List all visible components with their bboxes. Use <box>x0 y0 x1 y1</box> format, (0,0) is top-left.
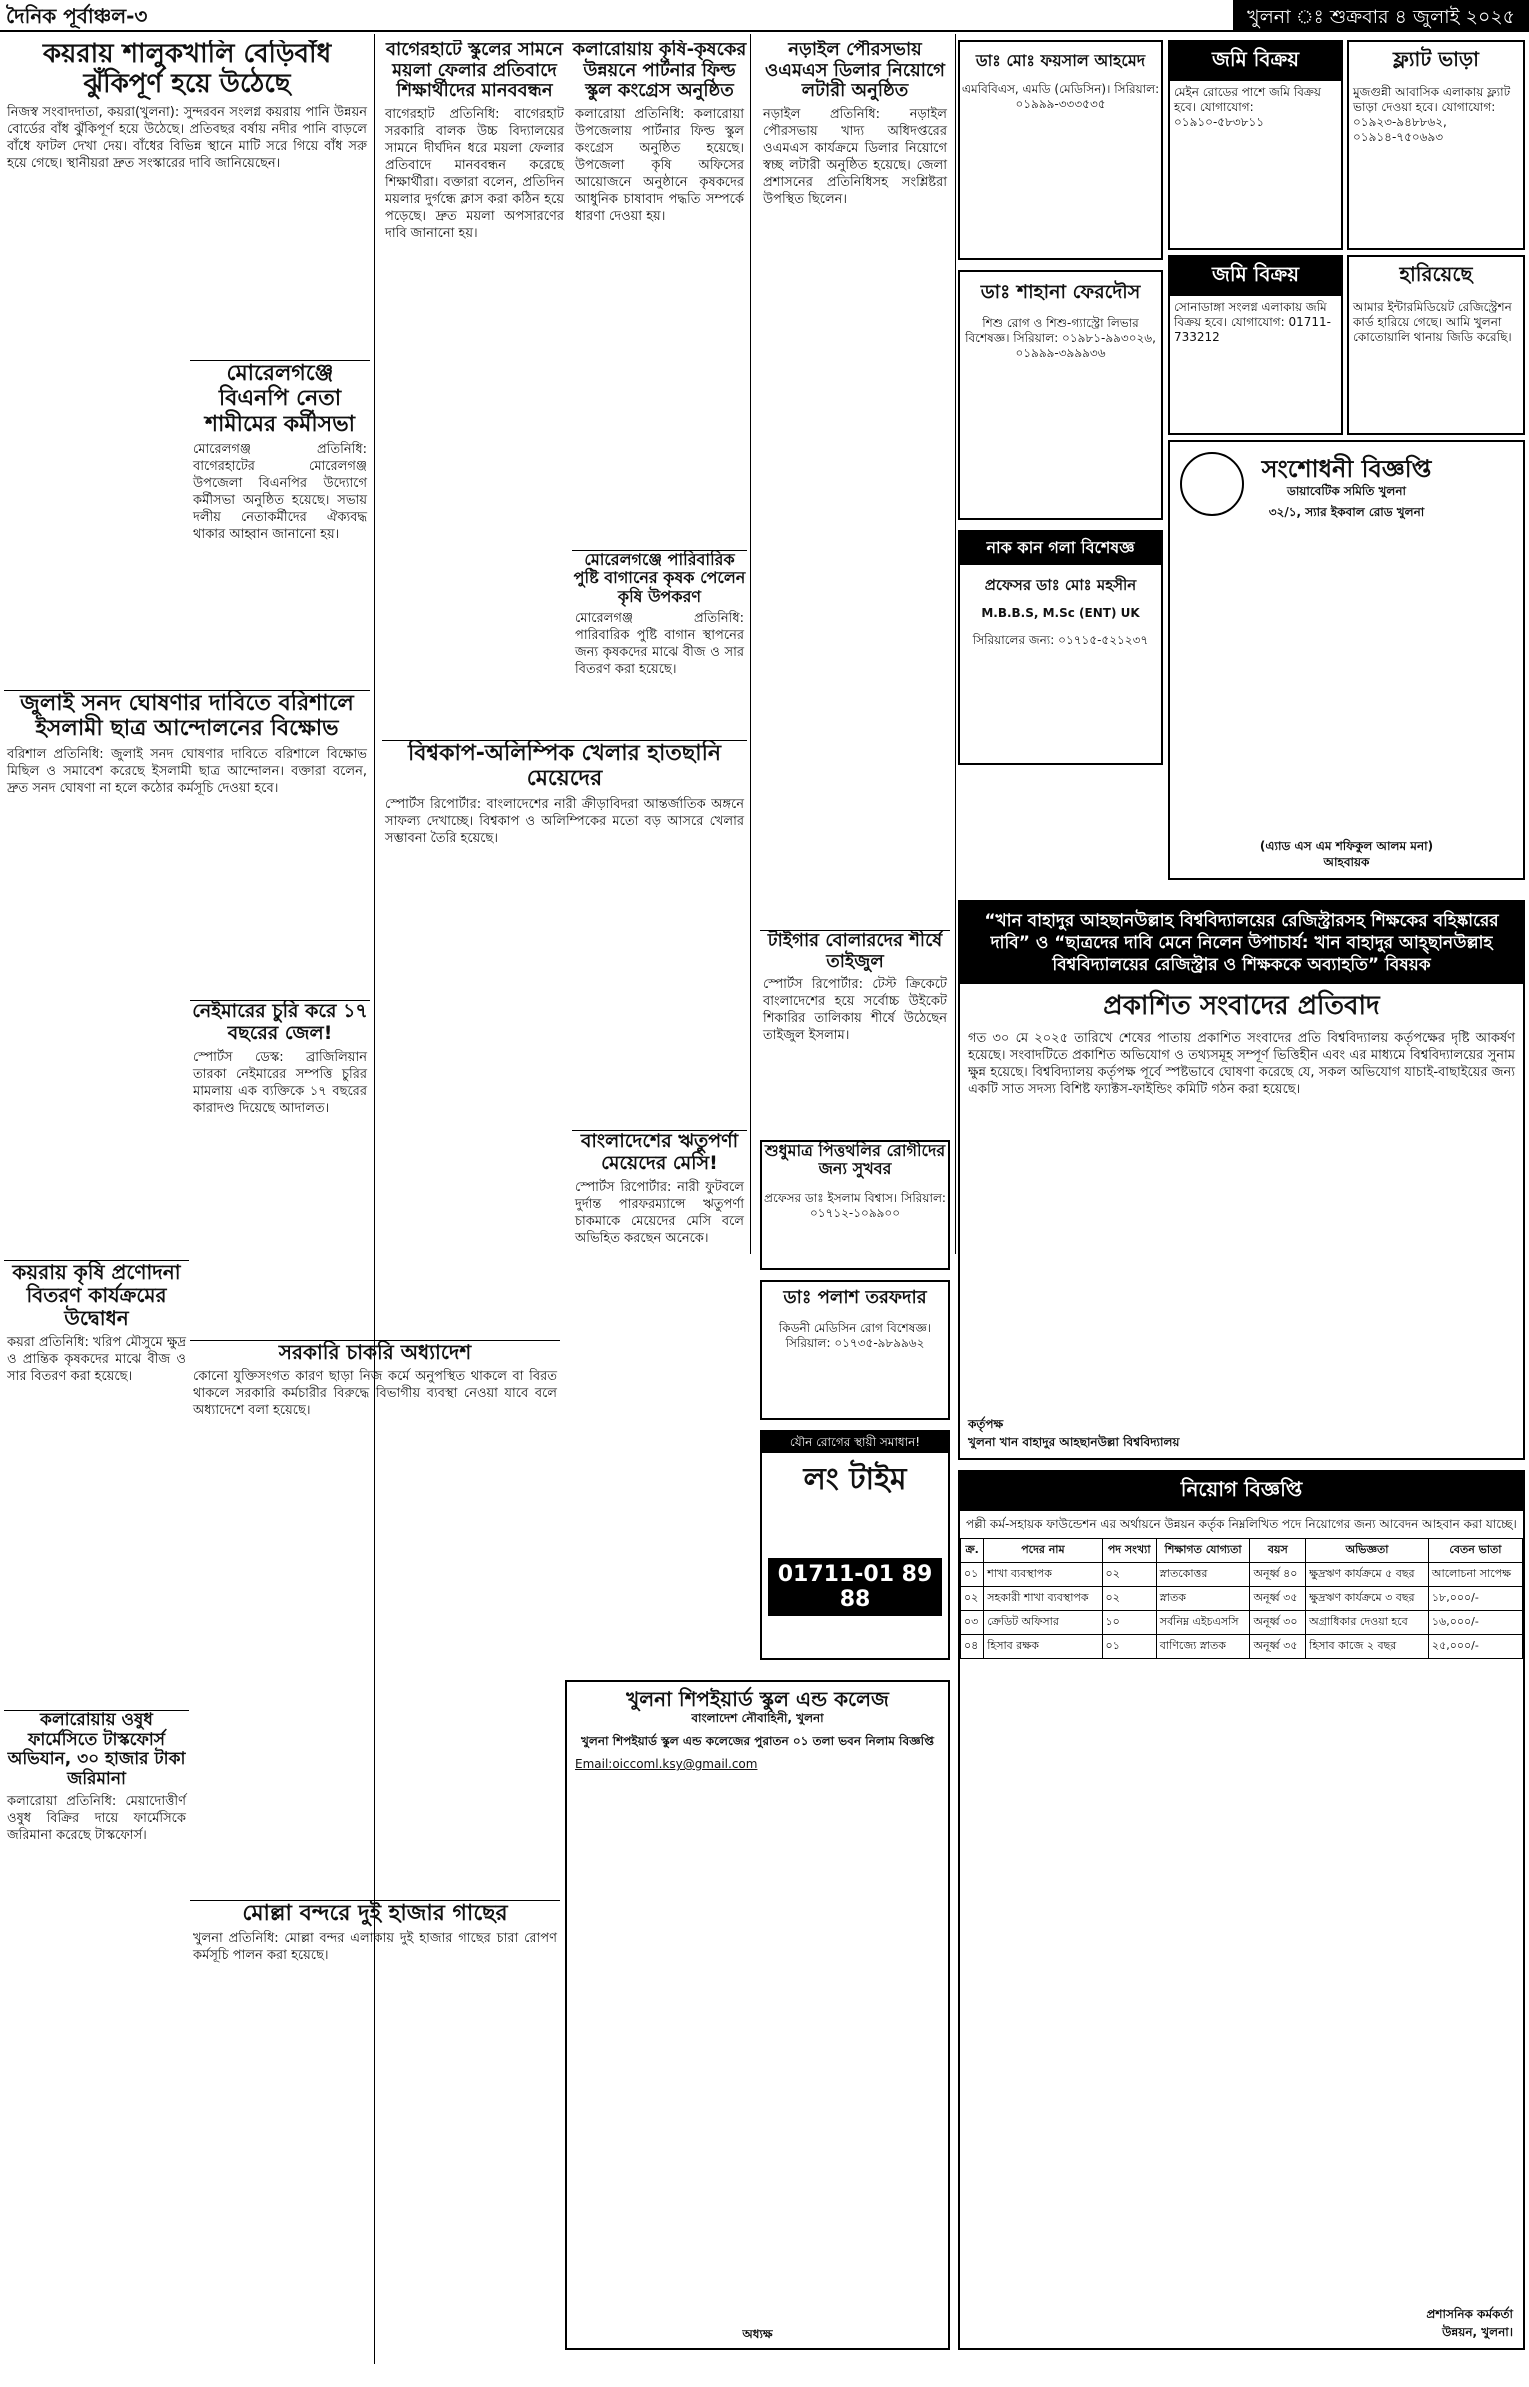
article-body: স্পোর্টস রিপোর্টার: টেস্ট ক্রিকেটে বাংলাদেশের হয়ে সর্বোচ্চ উইকেট শিকারির তালিকায় শীর্ষে উঠেছেন তাইজুল ইসলাম। <box>763 977 947 1044</box>
table-cell: বাণিজ্যে স্নাতক <box>1156 1635 1250 1659</box>
table-cell: ক্ষুদ্রঋণ কার্যক্রমে ৫ বছর <box>1306 1563 1429 1587</box>
article-headline: সরকারি চাকরি অধ্যাদেশ <box>278 1340 472 1364</box>
niyog-col-header: বয়স <box>1250 1539 1306 1563</box>
article-headline: নড়াইল পৌরসভায় ওএমএস ডিলার নিয়োগে লটারী অনুষ্ঠিত <box>765 40 945 102</box>
article-body: স্পোর্টস রিপোর্টার: বাংলাদেশের নারী ক্রীড়াবিদরা আন্তর্জাতিক অঙ্গনে সাফল্য দেখাচ্ছে। বিশ্বকাপ ও অলিম্পিকের মতো বড় আসরে খেলার সম্ভাবনা তৈরি হয়েছে। <box>385 796 744 846</box>
table-cell: ০২ <box>1102 1563 1156 1587</box>
article-headline: কয়রায় কৃষি প্রণোদনা বিতরণ কার্যক্রমের উদ্বোধন <box>12 1260 181 1330</box>
article-sorkari-chakri <box>190 1340 560 1890</box>
article-headline: জুলাই সনদ ঘোষণার দাবিতে বরিশালে ইসলামী ছাত্র আন্দোলনের বিক্ষোভ <box>20 691 354 742</box>
table-cell: ০২ <box>1102 1587 1156 1611</box>
ad-jomi-bikroy-1: জমি বিক্রয় মেইন রোডের পাশে জমি বিক্রয় হবে। যোগাযোগ: ০১৯১০-৫৮৩৮১১ <box>1168 40 1343 250</box>
article-body: স্পোর্টস রিপোর্টার: নারী ফুটবলে দুর্দান্ত পারফরম্যান্সে ঋতুপর্ণা চাকমাকে মেয়েদের মেসি বলে অভিহিত করছেন অনেকে। <box>575 1179 744 1246</box>
table-cell: ০৩ <box>961 1611 984 1635</box>
article-body: কয়রা প্রতিনিধি: খরিপ মৌসুমে ক্ষুদ্র ও প্রান্তিক কৃষকদের মাঝে বীজ ও সার বিতরণ করা হয়েছে। <box>7 1335 186 1384</box>
article-headline: মোল্লা বন্দরে দুই হাজার গাছের <box>242 1901 508 1926</box>
article-worldcup <box>382 740 747 1100</box>
table-cell: অনূর্ধ্ব ৪০ <box>1250 1563 1306 1587</box>
article-body: নড়াইল প্রতিনিধি: নড়াইল পৌরসভায় খাদ্য অধিদপ্তরের ওএমএস কার্যক্রমে ডিলার নিয়োগে স্বচ্ছ লটারী অনুষ্ঠিত হয়েছে। জেলা প্রশাসনের প্রতিনিধিসহ সংশ্লিষ্টরা উপস্থিত ছিলেন। <box>763 107 947 208</box>
logo-icon <box>1180 452 1244 516</box>
ad-protibad: “খান বাহাদুর আহছানউল্লাহ বিশ্ববিদ্যালয়ের রেজিস্ট্রারসহ শিক্ষকের বহিষ্কারের দাবি” ও “ছাত্রদের দাবি মেনে নিলেন উপাচার্য: খান বাহাদুর আহ্ছানউল্লাহ বিশ্ববিদ্যালয়ের রেজিস্ট্রার ও শিক্ষককে অব্যাহতি” বিষয়ক প্রকাশিত সংবাদের প্রতিবাদ গত ৩০ মে ২০২৫ তারিখে শেষের পাতায় প্রকাশিত সংবাদের প্রতি বিশ্ববিদ্যালয় কর্তৃপক্ষের দৃষ্টি আকর্ষণ হয়েছে। সংবাদটিতে প্রকাশিত অভিযোগ ও তথ্যসমূহ সম্পূর্ণ ভিত্তিহীন এবং এর মাধ্যমে বিশ্ববিদ্যালয়ের সুনাম ক্ষুন্ন হয়েছে। বিশ্ববিদ্যালয় কর্তৃপক্ষ পূর্বে স্পষ্টভাবে ঘোষণা করেছে যে, সকল অভিযোগ যাচাই-বাছাইয়ের জন্য একটি সাত সদস্য বিশিষ্ট ফ্যাক্টস-ফাইন্ডিং কমিটি গঠন করা হয়েছে। কর্তৃপক্ষ খুলনা খান বাহাদুর আহছানউল্লা বিশ্ববিদ্যালয় <box>958 900 1525 1460</box>
table-row <box>961 1635 1523 1659</box>
niyog-col-header: অভিজ্ঞতা <box>1306 1539 1429 1563</box>
ad-jomi-bikroy-2: জমি বিক্রয় সোনাডাঙ্গা সংলগ্ন এলাকায় জমি বিক্রয় হবে। যোগাযোগ: 01711-733212 <box>1168 255 1343 435</box>
article-rituparna <box>572 1130 747 1460</box>
ad-niyog: নিয়োগ বিজ্ঞপ্তি পল্লী কর্ম-সহায়ক ফাউন্ডেশন এর অর্থায়নে উন্নয়ন কর্তৃক নিম্নলিখিত পদে নিয়োগের জন্য আবেদন আহবান করা যাচ্ছে। ক্র. পদের নাম পদ সংখ্যা শিক্ষাগত যোগ্যতা বয়স অভিজ্ঞতা বেতন ভাতা ০১ শাখা ব্যবস্থাপক ০২ স্নাতকোত্তর অনূর্ধ্ব ৪০ ক্ষুদ্রঋণ কার্যক্রমে ৫ বছর আলোচনা সাপেক্ষ ০২ সহকারী শাখা ব্যবস্থাপক ০২ স্নাতক অনূর্ধ্ব ৩৫ ক্ষুদ্রঋণ কার্যক্রমে ৩ বছর ১৮,০০০/- ০৩ ক্রেডিট অফিসার ১০ সর্বনিম্ন এইচএসসি অনূর্ধ্ব ৩০ অগ্রাধিকার দেওয়া হবে ১৬,০০০/- ০৪ হিসাব রক্ষক ০১ বাণিজ্যে স্নাতক অনূর্ধ্ব ৩৫ হিসাব কাজে ২ বছর ২৫,০০০/- প্রশাসনিক কর্মকর্তা উন্নয়ন, খুলনা। <box>958 1470 1525 2350</box>
article-koyra-krishi <box>4 1260 189 1700</box>
table-cell: সহকারী শাখা ব্যবস্থাপক <box>984 1587 1102 1611</box>
lead-body: নিজস্ব সংবাদদাতা, কয়রা(খুলনা): সুন্দরবন সংলগ্ন কয়রায় পানি উন্নয়ন বোর্ডের বাঁধ ঝুঁকিপূর্ণ হয়ে উঠেছে। প্রতিবছর বর্ষায় নদীর পানি বাড়লে বাঁধে ফাটল দেখা দেয়। বাঁধের বিভিন্ন স্থানে মাটি সরে গিয়ে বাঁধ সরু হয়ে গেছে। স্থানীয়রা দ্রুত সংস্কারের দাবি জানিয়েছেন। <box>7 104 367 171</box>
page-header <box>0 0 1529 32</box>
table-cell: সর্বনিম্ন এইচএসসি <box>1156 1611 1250 1635</box>
ad-shipyard: খুলনা শিপইয়ার্ড স্কুল এন্ড কলেজ বাংলাদেশ নৌবাহিনী, খুলনা খুলনা শিপইয়ার্ড স্কুল এন্ড কলেজের পুরাতন ০১ তলা ভবন নিলাম বিজ্ঞপ্তি Email:oiccoml.ksy@gmail.com অধ্যক্ষ <box>565 1680 950 2350</box>
niyog-col-header: ক্র. <box>961 1539 984 1563</box>
page-title-left: দৈনিক পূর্বাঞ্চল-৩ <box>6 4 148 28</box>
article-headline: কলারোয়ায় কৃষি-কৃষকের উন্নয়নে পার্টনার ফিল্ড স্কুল কংগ্রেস অনুষ্ঠিত <box>572 40 747 102</box>
article-headline: টাইগার বোলারদের শীর্ষে তাইজুল <box>767 930 943 972</box>
page-date: খুলনা ঃ শুক্রবার ৪ জুলাই ২০২৫ <box>1233 0 1529 30</box>
table-row <box>961 1611 1523 1635</box>
table-cell: ২৫,০০০/- <box>1428 1635 1522 1659</box>
ad-palash: ডাঃ পলাশ তরফদার কিডনী মেডিসিন রোগ বিশেষজ্ঞ। সিরিয়াল: ০১৭৩৫-৯৮৯৯৬২ <box>760 1280 950 1420</box>
ad-flat-vara: ফ্ল্যাট ভাড়া মুজগুন্নী আবাসিক এলাকায় ফ্ল্যাট ভাড়া দেওয়া হবে। যোগাযোগ: ০১৯২৩-৯৪৮৮৬২, ০১৯১৪-৭৫০৬৯৩ <box>1347 40 1525 250</box>
article-body: স্পোর্টস ডেস্ক: ব্রাজিলিয়ান তারকা নেইমারের সম্পত্তি চুরির মামলায় এক ব্যক্তিকে ১৭ বছরের কারাদণ্ড দিয়েছে আদালত। <box>193 1049 367 1116</box>
table-cell: ক্রেডিট অফিসার <box>984 1611 1102 1635</box>
table-cell: ০১ <box>1102 1635 1156 1659</box>
article-headline: কলারোয়ায় ওষুধ ফার্মেসিতে টাস্কফোর্স অভিযান, ৩০ হাজার টাকা জরিমানা <box>7 1710 186 1789</box>
table-cell: অনূর্ধ্ব ৩০ <box>1250 1611 1306 1635</box>
table-cell: শাখা ব্যবস্থাপক <box>984 1563 1102 1587</box>
article-body: কলারোয়া প্রতিনিধি: মেয়াদোত্তীর্ণ ওষুধ বিক্রির দায়ে ফার্মেসিকে জরিমানা করেছে টাস্কফোর্স। <box>7 1794 186 1844</box>
article-kalaroa-pharmacy <box>4 1710 189 2350</box>
table-cell: ০১ <box>961 1563 984 1587</box>
ad-sushoma: শুধুমাত্র পিত্তথলির রোগীদের জন্য সুখবর প্রফেসর ডাঃ ইসলাম বিশ্বাস। সিরিয়াল: ০১৭১২-১০৯৯০০ <box>760 1140 950 1270</box>
niyog-col-header: পদের নাম <box>984 1539 1102 1563</box>
table-cell: ১৬,০০০/- <box>1428 1611 1522 1635</box>
table-cell: ক্ষুদ্রঋণ কার্যক্রমে ৩ বছর <box>1306 1587 1429 1611</box>
table-row <box>961 1563 1523 1587</box>
article-neymar <box>190 1000 370 1330</box>
article-morelganj-pushti <box>572 550 747 720</box>
table-cell: আলোচনা সাপেক্ষ <box>1428 1563 1522 1587</box>
article-body: খুলনা প্রতিনিধি: মোল্লা বন্দর এলাকায় দুই হাজার গাছের চারা রোপণ কর্মসূচি পালন করা হয়েছে। <box>193 1931 557 1964</box>
article-headline: মোরেলগঞ্জে পারিবারিক পুষ্টি বাগানের কৃষক পেলেন কৃষি উপকরণ <box>573 550 746 606</box>
article-body: মোরেলগঞ্জ প্রতিনিধি: বাগেরহাটের মোরেলগঞ্জ উপজেলা বিএনপির উদ্যোগে কর্মীসভা অনুষ্ঠিত হয়েছে। সভায় দলীয় নেতাকর্মীদের ঐক্যবদ্ধ থাকার আহ্বান জানানো হয়। <box>193 441 367 542</box>
article-headline: বাগেরহাটে স্কুলের সামনে ময়লা ফেলার প্রতিবাদে শিক্ষার্থীদের মানববন্ধন <box>385 40 563 102</box>
ad-longtime: যৌন রোগের স্থায়ী সমাধান! লং টাইম 01711-01 89 88 <box>760 1430 950 1660</box>
table-cell: স্নাতক <box>1156 1587 1250 1611</box>
article-body: কলারোয়া প্রতিনিধি: কলারোয়া উপজেলায় পার্টনার ফিল্ড স্কুল কংগ্রেস অনুষ্ঠিত হয়েছে। উপজেলা কৃষি অফিসের আয়োজনে অনুষ্ঠানে কৃষকদের আধুনিক চাষাবাদ পদ্ধতি সম্পর্কে ধারণা দেওয়া হয়। <box>575 107 744 225</box>
niyog-col-header: বেতন ভাতা <box>1428 1539 1522 1563</box>
article-mollabondor <box>190 1900 560 2350</box>
article-headline: বিশ্বকাপ-অলিম্পিক খেলার হাতছানি মেয়েদের <box>408 741 721 792</box>
article-body: বরিশাল প্রতিনিধি: জুলাই সনদ ঘোষণার দাবিতে বরিশালে বিক্ষোভ মিছিল ও সমাবেশ করেছে ইসলামী ছাত্র আন্দোলন। বক্তারা বলেন, দ্রুত সনদ ঘোষণা না হলে কঠোর কর্মসূচি দেওয়া হবে। <box>7 746 367 796</box>
table-cell: ১৮,০০০/- <box>1428 1587 1522 1611</box>
table-cell: ০৪ <box>961 1635 984 1659</box>
niyog-col-header: শিক্ষাগত যোগ্যতা <box>1156 1539 1250 1563</box>
table-cell: ০২ <box>961 1587 984 1611</box>
table-row <box>961 1587 1523 1611</box>
table-cell: অনূর্ধ্ব ৩৫ <box>1250 1635 1306 1659</box>
table-cell: স্নাতকোত্তর <box>1156 1563 1250 1587</box>
ad-songsodhoni: সংশোধনী বিজ্ঞপ্তি ডায়াবেটিক সমিতি খুলনা ৩২/১, স্যার ইকবাল রোড খুলনা (এ্যাড এস এম শফিকুল আলম মনা) আহবায়ক <box>1168 440 1525 880</box>
article-body: মোরেলগঞ্জ প্রতিনিধি: পারিবারিক পুষ্টি বাগান স্থাপনের জন্য কৃষকদের মাঝে বীজ ও সার বিতরণ করা হয়েছে। <box>575 611 744 678</box>
niyog-table <box>960 1538 1523 1659</box>
lead-headline: কয়রায় শালুকখালি বেড়িবাঁধ ঝুঁকিপূর্ণ হয়ে উঠেছে <box>42 40 332 99</box>
article-narail <box>760 40 950 920</box>
table-cell: অগ্রাধিকার দেওয়া হবে <box>1306 1611 1429 1635</box>
article-morelganj-bnp <box>190 360 370 680</box>
table-cell: হিসাব কাজে ২ বছর <box>1306 1635 1429 1659</box>
table-cell: ১০ <box>1102 1611 1156 1635</box>
article-headline: মোরেলগঞ্জে বিএনপি নেতা শামীমের কর্মীসভা <box>205 361 355 437</box>
article-headline: বাংলাদেশের ঋতুপর্ণা মেয়েদের মেসি! <box>580 1130 739 1174</box>
article-bagerhat <box>382 40 567 500</box>
table-cell: অনূর্ধ্ব ৩৫ <box>1250 1587 1306 1611</box>
ad-nak-kan: নাক কান গলা বিশেষজ্ঞ প্রফেসর ডাঃ মোঃ মহসীন M.B.B.S, M.Sc (ENT) UK সিরিয়ালের জন্য: ০১৭১৫-৫২১২৩৭ <box>958 530 1163 765</box>
article-headline: নেইমারের চুরি করে ১৭ বছরের জেল! <box>192 1000 368 1044</box>
article-body: বাগেরহাট প্রতিনিধি: বাগেরহাট সরকারি বালক উচ্চ বিদ্যালয়ের সামনে দীর্ঘদিন ধরে ময়লা ফেলার প্রতিবাদে মানববন্ধন করেছে শিক্ষার্থীরা। বক্তারা বলেন, প্রতিদিন ময়লার দুর্গন্ধে ক্লাস করা কঠিন হয়ে পড়েছে। দ্রুত ময়লা অপসারণের দাবি জানানো হয়। <box>385 107 564 242</box>
article-taijul <box>760 930 950 1130</box>
ad-doctor-shahana: ডাঃ শাহানা ফেরদৌস শিশু রোগ ও শিশু-গ্যাস্ট্রো লিভার বিশেষজ্ঞ। সিরিয়াল: ০১৯৮১-৯৯৩০২৬, ০১৯৯৯-৩৯৯৯৩৬ <box>958 270 1163 520</box>
ad-doctor-faisal: ডাঃ মোঃ ফয়সাল আহমেদ এমবিবিএস, এমডি (মেডিসিন)। সিরিয়াল: ০১৯৯৯-৩৩৩৫৩৫ <box>958 40 1163 260</box>
article-kalaroa-congress <box>572 40 747 540</box>
table-cell: হিসাব রক্ষক <box>984 1635 1102 1659</box>
article-body: কোনো যুক্তিসংগত কারণ ছাড়া নিজ কর্মে অনুপস্থিত থাকলে বা বিরত থাকলে সরকারি কর্মচারীর বিরুদ্ধে বিভাগীয় ব্যবস্থা নেওয়া যাবে বলে অধ্যাদেশে বলা হয়েছে। <box>193 1369 557 1418</box>
ad-hariyeche: হারিয়েছে আমার ইন্টারমিডিয়েট রেজিস্ট্রেশন কার্ড হারিয়ে গেছে। আমি খুলনা কোতোয়ালি থানায় জিডি করেছি। <box>1347 255 1525 435</box>
niyog-col-header: পদ সংখ্যা <box>1102 1539 1156 1563</box>
